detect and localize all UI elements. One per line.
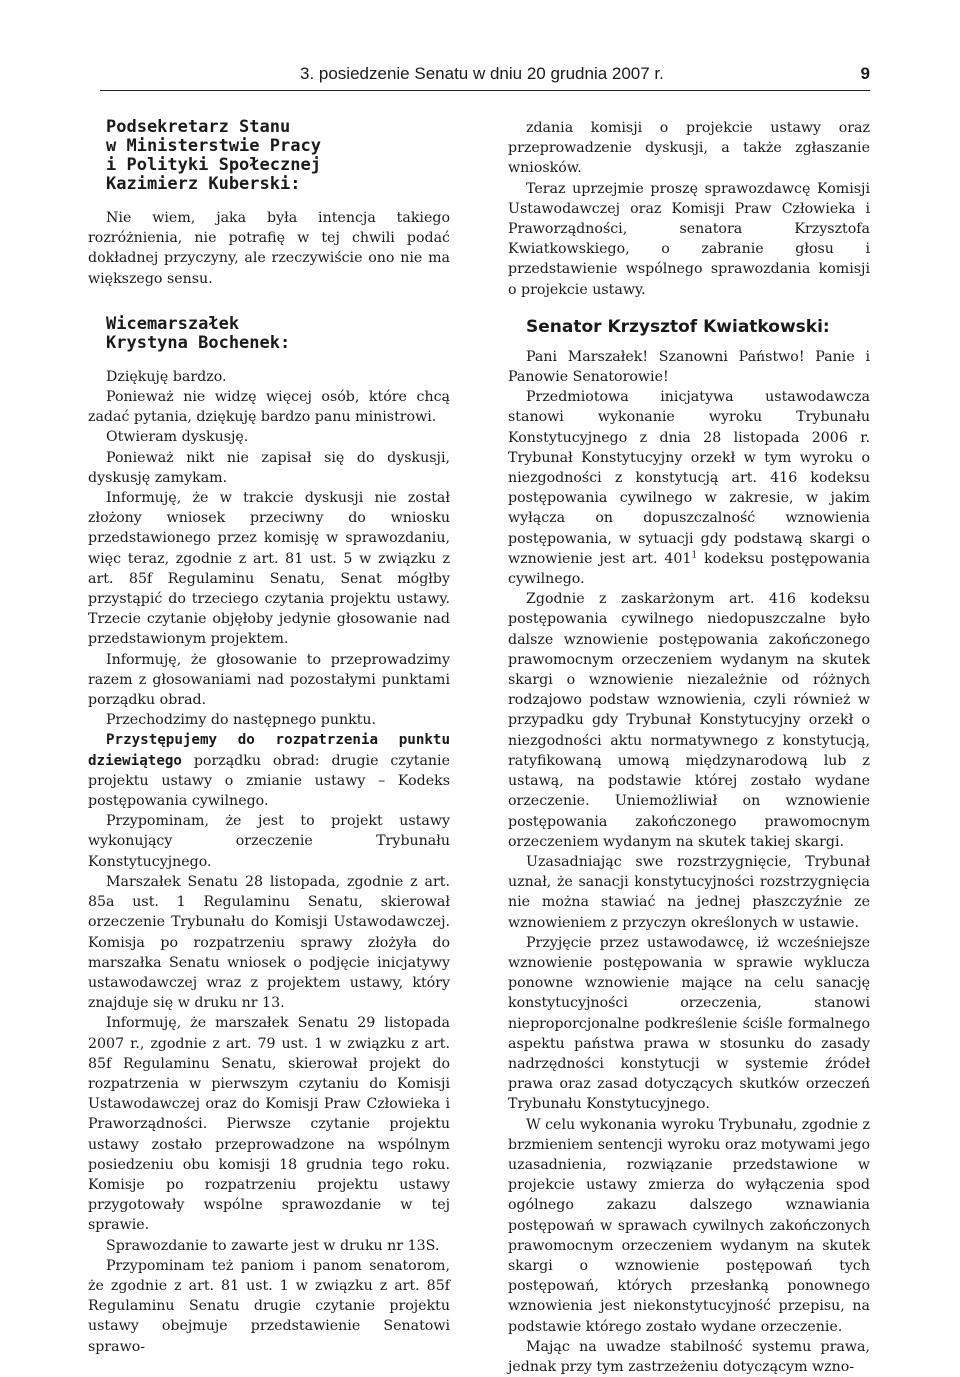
- paragraph: Ponieważ nikt nie zapisał się do dyskusji, dyskusję zamykam.: [88, 449, 450, 486]
- superscript: 1: [691, 550, 698, 561]
- paragraph-agenda-item: [88, 730, 450, 811]
- paragraph-text: kodeksu postępowania cywilnego.: [508, 550, 870, 588]
- left-column: [88, 118, 450, 1357]
- speaker-line: Krystyna Bochenek:: [106, 332, 291, 353]
- paragraph: Przypominam, że jest to projekt ustawy wykonujący orzeczenie Trybunału Konstytucyjnego.: [88, 813, 450, 870]
- paragraph: Nie wiem, jaka była intencja takiego rozróżnienia, nie potrafię w tej chwili podać dokładnej przyczyny, ale rzeczywiście ono nie ma większego sensu.: [88, 210, 450, 287]
- paragraph: Otwieram dyskusję.: [106, 429, 249, 446]
- paragraph: Dziękuję bardzo.: [106, 368, 227, 385]
- paragraph: zdania komisji o projekcie ustawy oraz przeprowadzenie dyskusji, a także zgłaszanie wniosków.: [508, 120, 870, 177]
- right-column: [508, 118, 870, 1377]
- agenda-item-bold: Przystępujemy do rozpatrzenia punktu dziewiątego: [88, 732, 450, 769]
- speaker-heading-bochenek: [88, 315, 450, 353]
- paragraph: Mając na uwadze stabilność systemu prawa, jednak przy tym zastrzeżeniu dotyczącym wzno-: [508, 1338, 870, 1375]
- paragraph-with-superscript: [508, 387, 870, 589]
- paragraph-text: Przedmiotowa inicjatywa ustawodawcza stanowi wykonanie wyroku Trybunału Konstytucyjnego z dnia 28 listopada 2006 r. Trybunał Konstytucyjny orzekł w tym wyroku o niezgodności z konstytucją art. 416 kodeksu postępowania cywilnego w zakresie, w jakim wyłącza on dopuszczalność wznowienia postępowania, w sytuacji gdy podstawą skargi o wznowienie jest art. 401: [508, 389, 870, 567]
- paragraph: Informuję, że marszałek Senatu 29 listopada 2007 r., zgodnie z art. 79 ust. 1 w związku z art. 85f Regulaminu Senatu, skierował projekt do rozpatrzenia w pierwszym czytaniu do Komisji Ustawodawczej oraz do Komisji Praw Człowieka i Praworządności. Pierwsze czytanie projektu ustawy zostało przeprowadzone na wspólnym posiedzeniu obu komisji 18 grudnia tego roku. Komisje po rozpatrzeniu projektu ustawy przygotowały wspólne sprawozdanie w tej sprawie.: [88, 1015, 450, 1234]
- paragraph: Uzasadniając swe rozstrzygnięcie, Trybunał uznał, że sanacji konstytucyjności rozstrzygnięcia nie można stawiać na jednej płaszczyźnie ze wznowieniem z przyczyn określonych w ustawie.: [508, 853, 870, 931]
- paragraph: Ponieważ nie widzę więcej osób, które chcą zadać pytania, dziękuję bardzo panu ministrowi.: [88, 389, 450, 426]
- paragraph: Pani Marszałek! Szanowni Państwo! Panie i Panowie Senatorowie!: [508, 348, 870, 386]
- speaker-line: Wicemarszałek: [106, 313, 240, 334]
- speaker-line: Podsekretarz Stanu: [106, 117, 291, 137]
- agenda-item-text: porządku obrad: drugie czytanie projektu ustawy o zmianie ustawy – Kodeks postępowania cywilnego.: [88, 752, 450, 810]
- speaker-line: w Ministerstwie Pracy: [106, 136, 321, 156]
- page-header: [100, 64, 870, 91]
- speaker-line: i Polityki Społecznej: [106, 155, 321, 175]
- paragraph: Marszałek Senatu 28 listopada, zgodnie z art. 85a ust. 1 Regulaminu Senatu, skierował orzeczenie Trybunału do Komisji Ustawodawczej. Komisja po rozpatrzeniu sprawy złożyła do marszałka Senatu wniosek o podjęcie inicjatywy ustawodawczej wraz z projektem ustawy, który znajduje się w druku nr 13.: [88, 873, 450, 1012]
- paragraph: Sprawozdanie to zawarte jest w druku nr 13S.: [106, 1237, 440, 1254]
- speaker-heading-kuberski: [88, 118, 450, 194]
- paragraph: Informuję, że w trakcie dyskusji nie został złożony wniosek przeciwny do wniosku przedstawionego przez komisję w sprawozdaniu, więc teraz, zgodnie z art. 81 ust. 5 w związku z art. 85f Regulaminu Senatu, Senat mógłby przystąpić do trzeciego czytania projektu ustawy. Trzecie czytanie objęłoby jedynie głosowanie nad przedstawionym projektem.: [88, 490, 450, 648]
- paragraph: Teraz uprzejmie proszę sprawozdawcę Komisji Ustawodawczej oraz Komisji Praw Człowieka i Praworządności, senatora Krzysztofa Kwiatkowskiego, o zabranie głosu i przedstawienie wspólnego sprawozdania komisji o projekcie ustawy.: [508, 180, 870, 298]
- paragraph: Informuję, że głosowanie to przeprowadzimy razem z głosowaniami nad pozostałymi punktami porządku obrad.: [88, 651, 450, 709]
- paragraph: W celu wykonania wyroku Trybunału, zgodnie z brzmieniem sentencji wyroku oraz motywami jego uzasadnienia, rozwiązanie przedstawione w projekcie ustawy zmierza do wyłączenia spod ogólnego zakazu dalszego wznawiania postępowań w sprawach cywilnych zakończonych prawomocnym orzeczeniem wydanym na skutek skargi o wznowienie postępowań tych postępowań, których przesłanką ponownego wznowienia jest niekonstytucyjność przepisu, na podstawie którego zostało wydane orzeczenie.: [508, 1116, 870, 1335]
- speaker-heading-kwiatkowski: Senator Krzysztof Kwiatkowski:: [526, 316, 830, 337]
- header-title: 3. posiedzenie Senatu w dniu 20 grudnia 2007 r.: [300, 64, 664, 83]
- paragraph: Przyjęcie przez ustawodawcę, iż wcześniejsze wznowienie postępowania w sprawie wyklucza ponowne wznowienie mające na celu sanację konstytucyjności orzeczenia, stanowi nieproporcjonalne podkreślenie ściśle formalnego aspektu państwa prawa w stosunku do zasady nadrzędności konstytucji w systemie źródeł prawa oraz zasad dotyczących skutków orzeczeń Trybunału Konstytucyjnego.: [508, 934, 870, 1113]
- paragraph: Przechodzimy do następnego punktu.: [106, 712, 377, 729]
- paragraph: Zgodnie z zaskarżonym art. 416 kodeksu postępowania cywilnego niedopuszczalne było dalsze wznowienie postępowania zakończonego prawomocnym orzeczeniem wydanym na skutek skargi o wznowienie niezależnie od różnych rodzajowo podstaw wznowienia, czyli również w przypadku gdy Trybunał Konstytucyjny orzekł o niezgodności aktu normatywnego z konstytucją, ratyfikowaną umową międzynarodową lub z ustawą, na podstawie której zostało wydane orzeczenie. Uniemożliwiał on wznowienie postępowania zakończonego prawomocnym orzeczeniem wydanym na skutek takiej skargi.: [508, 591, 870, 850]
- paragraph: Przypominam też paniom i panom senatorom, że zgodnie z art. 81 ust. 1 w związku z art. 85f Regulaminu Senatu drugie czytanie projektu ustawy obejmuje przedstawienie Senatowi sprawo-: [88, 1257, 450, 1355]
- speaker-line: Kazimierz Kuberski:: [106, 174, 301, 194]
- page-number: 9: [860, 64, 870, 83]
